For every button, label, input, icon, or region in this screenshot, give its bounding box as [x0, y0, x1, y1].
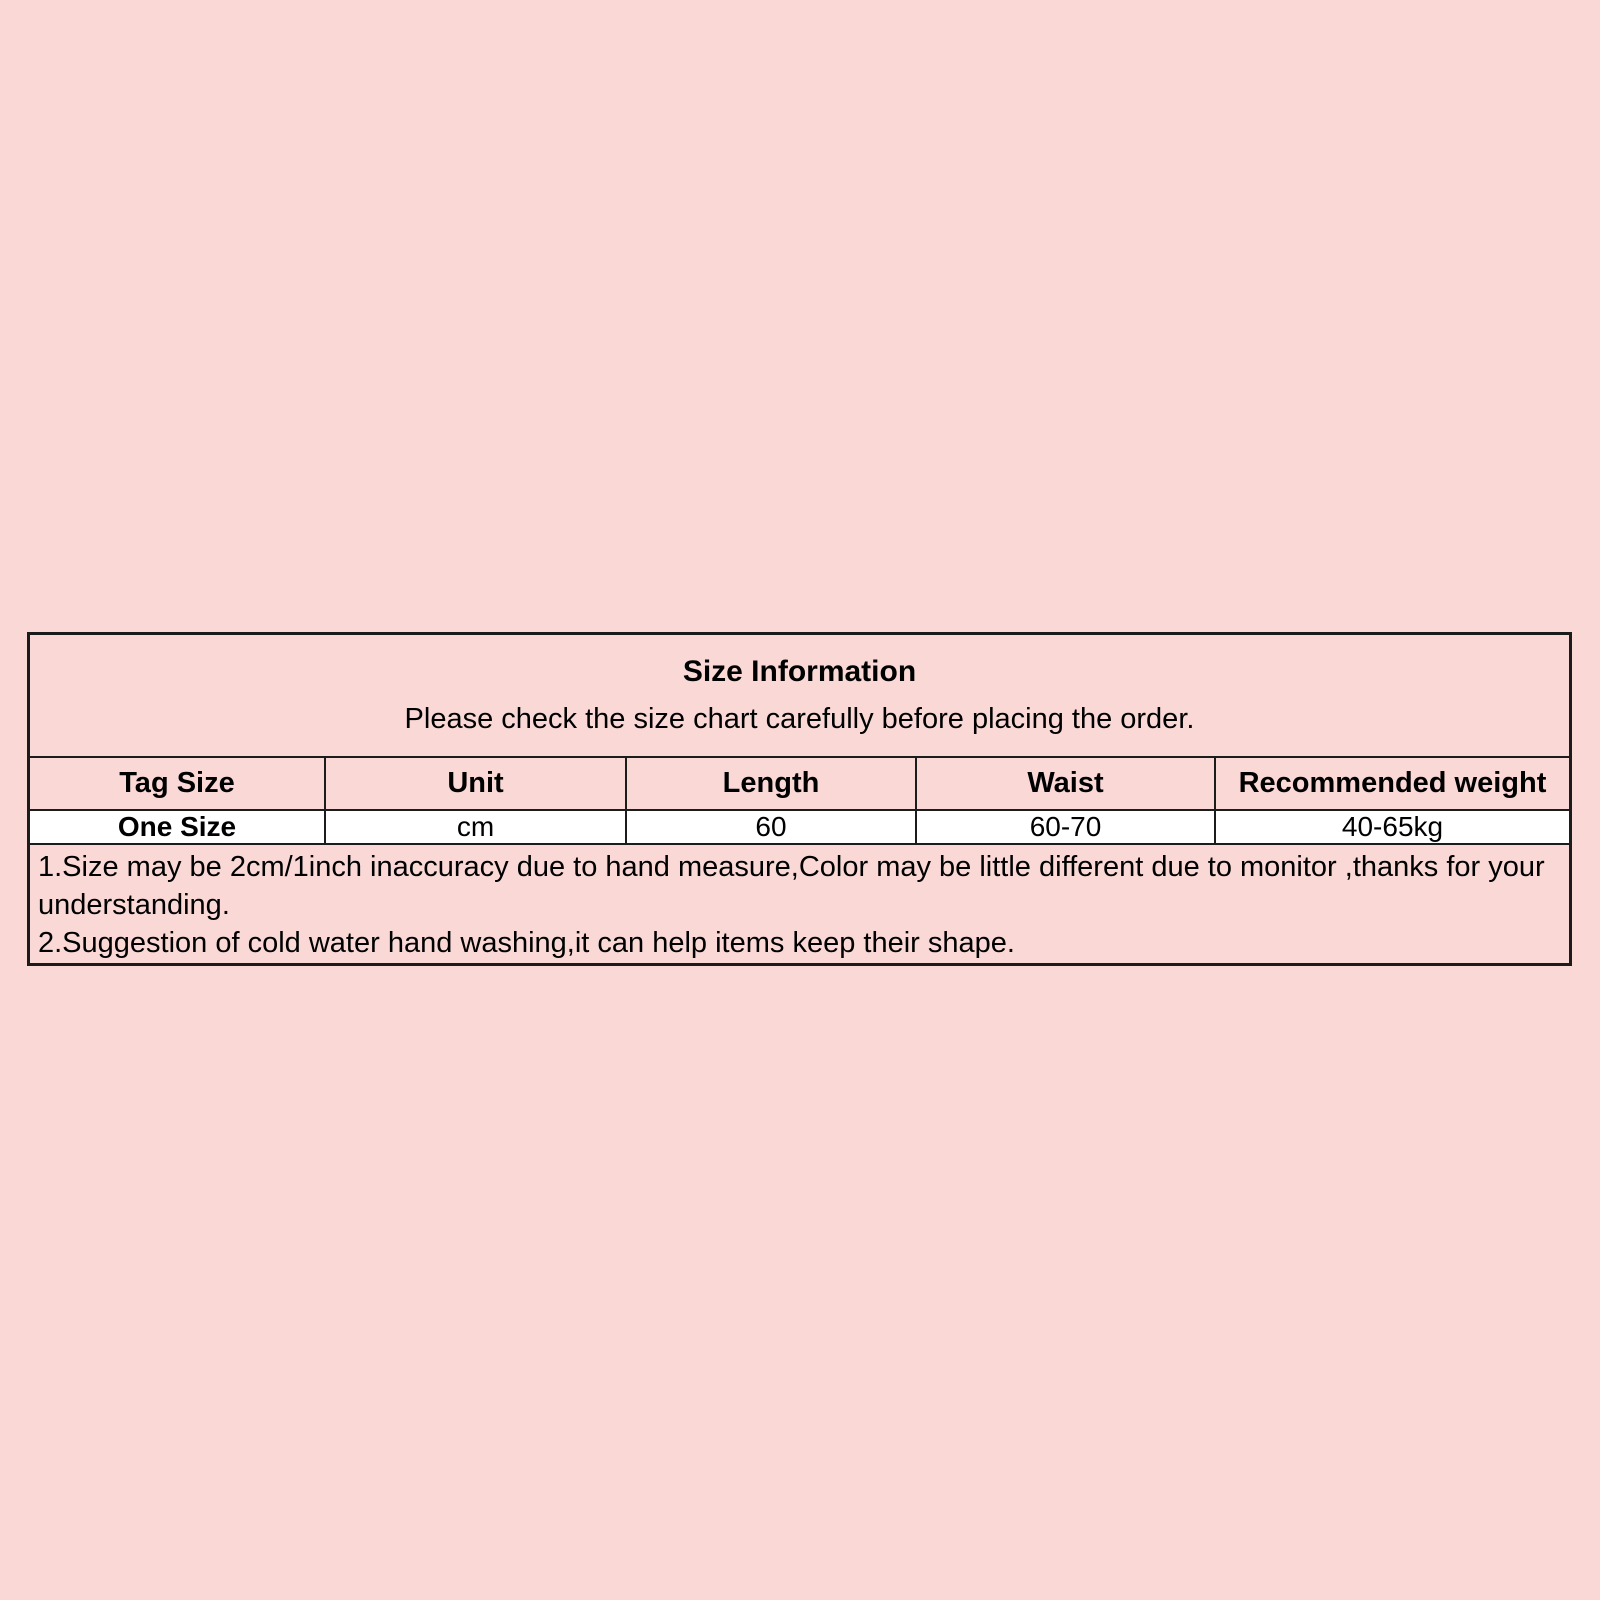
cell-length-value: 60: [627, 811, 917, 843]
size-chart-notes: [30, 845, 1569, 963]
cell-tag-size-value: One Size: [30, 811, 326, 843]
size-chart-title: Size Information: [682, 654, 917, 688]
column-header-length: Length: [627, 758, 917, 809]
cell-recommended-weight-value: 40-65kg: [1341, 811, 1444, 842]
size-chart-subtitle: Please check the size chart carefully before placing the order.: [404, 703, 1195, 736]
size-chart-header-row: [30, 758, 1569, 811]
cell-unit-value: cm: [326, 811, 627, 843]
size-chart-table: [27, 632, 1572, 966]
size-chart-data-row: [30, 811, 1569, 845]
note-measure-inaccuracy: 1.Size may be 2cm/1inch inaccuracy due to hand measure,Color may be little different due to monitor ,thanks for your understanding.: [38, 851, 1545, 921]
note-washing-suggestion: 2.Suggestion of cold water hand washing,it can help items keep their shape.: [38, 927, 1015, 959]
column-header-recommended-weight: Recommended weight: [1238, 767, 1547, 799]
column-header-unit: Unit: [326, 758, 627, 809]
size-chart-title-block: [30, 635, 1569, 758]
column-header-tag-size: Tag Size: [30, 758, 326, 809]
cell-waist-value: 60-70: [917, 811, 1216, 843]
column-header-waist: Waist: [917, 758, 1216, 809]
